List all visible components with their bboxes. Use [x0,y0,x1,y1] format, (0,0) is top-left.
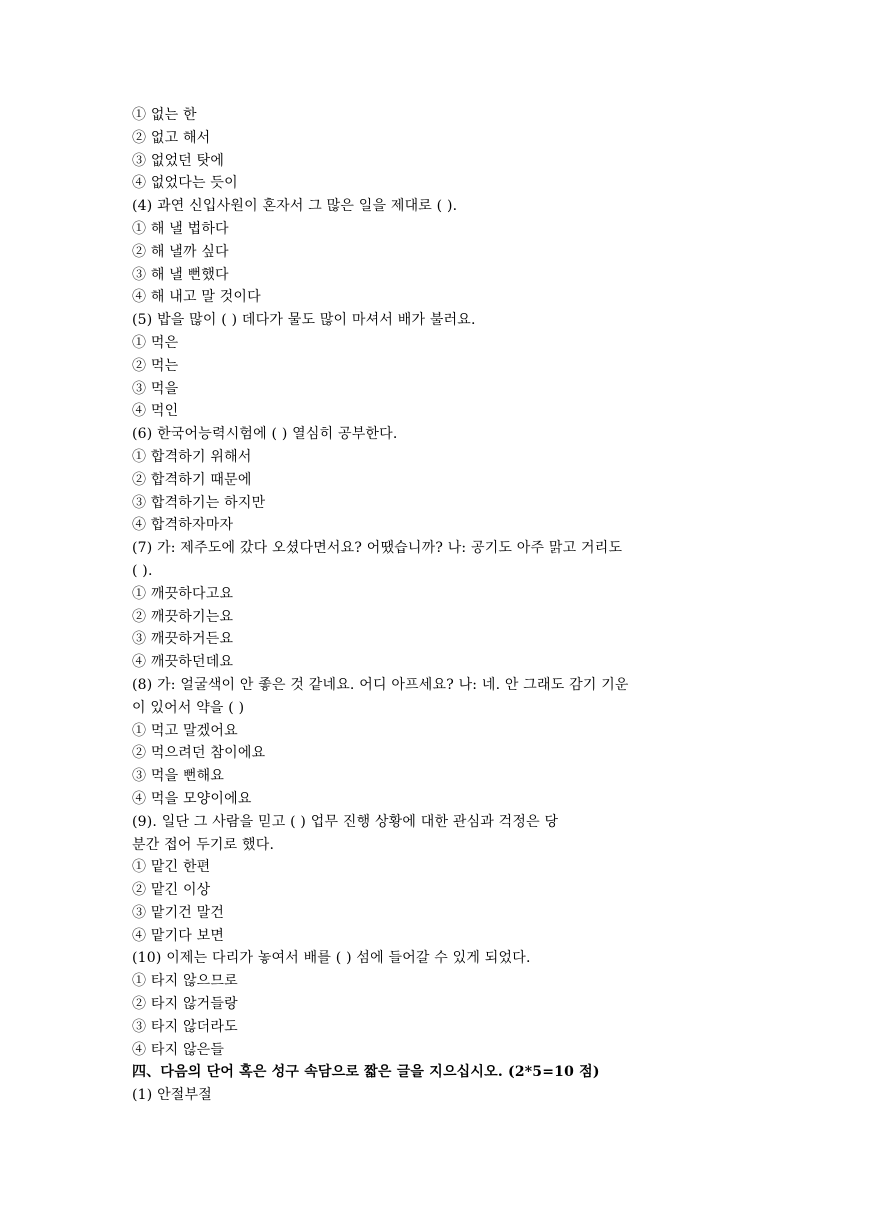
text-line: ② 타지 않거들랑 [132,996,238,1013]
text-line: ④ 깨끗하던데요 [132,654,234,671]
document-page [132,104,752,1107]
text-line: (10) 이제는 다리가 놓여서 배를 ( ) 섬에 들어갈 수 있게 되었다. [132,950,531,967]
text-line: ① 없는 한 [132,107,197,123]
text-line: ① 먹고 말겠어요 [132,722,238,739]
text-line: (7) 가: 제주도에 갔다 오셨다면서요? 어땠습니까? 나: 공기도 아주 맑고 거리도 [132,540,623,557]
text-line: (4) 과연 신입사원이 혼자서 그 많은 일을 제대로 ( ). [132,198,458,215]
text-line: ③ 맡기건 말건 [132,904,225,921]
text-line: ③ 없었던 탓에 [132,152,225,169]
text-line: (5) 밥을 많이 ( ) 데다가 물도 많이 마셔서 배가 불러요. [132,312,476,329]
text-line: ③ 타지 않더라도 [132,1018,238,1035]
text-line: ② 깨끗하기는요 [132,608,234,625]
text-line: ① 깨끗하다고요 [132,585,234,602]
text-line: ② 먹으려던 참이에요 [132,745,266,762]
text-line: ④ 먹을 모양이에요 [132,790,252,807]
text-line: ② 먹는 [132,357,179,374]
text-line: ① 해 낼 법하다 [132,220,229,237]
text-line: ② 합격하기 때문에 [132,471,252,488]
text-line: ② 없고 해서 [132,129,211,146]
text-line: ② 맡긴 이상 [132,882,211,899]
text-line: ④ 맡기다 보면 [132,927,225,944]
text-line: ③ 먹을 뻔해요 [132,768,225,785]
text-line: ④ 없었다는 듯이 [132,175,238,192]
text-line: ② 해 낼까 싶다 [132,243,229,260]
question-lines [132,104,752,1061]
text-line: ③ 먹을 [132,380,179,397]
first-composition-item: (1) 안절부절 [132,1087,212,1104]
text-line: ④ 합격하자마자 [132,517,234,534]
text-line: (8) 가: 얼굴색이 안 좋은 것 같네요. 어디 아프세요? 나: 네. 안 그래도 감기 기운 [132,676,629,693]
section-title: 四、다음의 단어 혹은 성구 속담으로 짧은 글을 지으십시오. (2*5=10 점) [132,1064,600,1081]
text-line: ① 맡긴 한편 [132,859,211,876]
text-line: ( ). [132,562,153,579]
text-line: ③ 합격하기는 하지만 [132,494,266,511]
text-line: (9). 일단 그 사람을 믿고 ( ) 업무 진행 상황에 대한 관심과 걱정은 당 [132,813,559,830]
text-line: ① 타지 않으므로 [132,973,238,990]
text-line: (6) 한국어능력시험에 ( ) 열심히 공부한다. [132,426,398,443]
text-line: 분간 접어 두기로 했다. [132,836,275,853]
text-line: ④ 먹인 [132,403,179,420]
text-line: ① 먹은 [132,334,179,351]
text-line: ③ 깨끗하거든요 [132,631,234,648]
text-line: ③ 해 낼 뻔했다 [132,266,229,283]
text-line: ④ 타지 않은들 [132,1041,225,1058]
text-line: ④ 해 내고 말 것이다 [132,289,261,306]
text-line: 이 있어서 약을 ( ) [132,699,245,716]
text-line: ① 합격하기 위해서 [132,448,252,465]
